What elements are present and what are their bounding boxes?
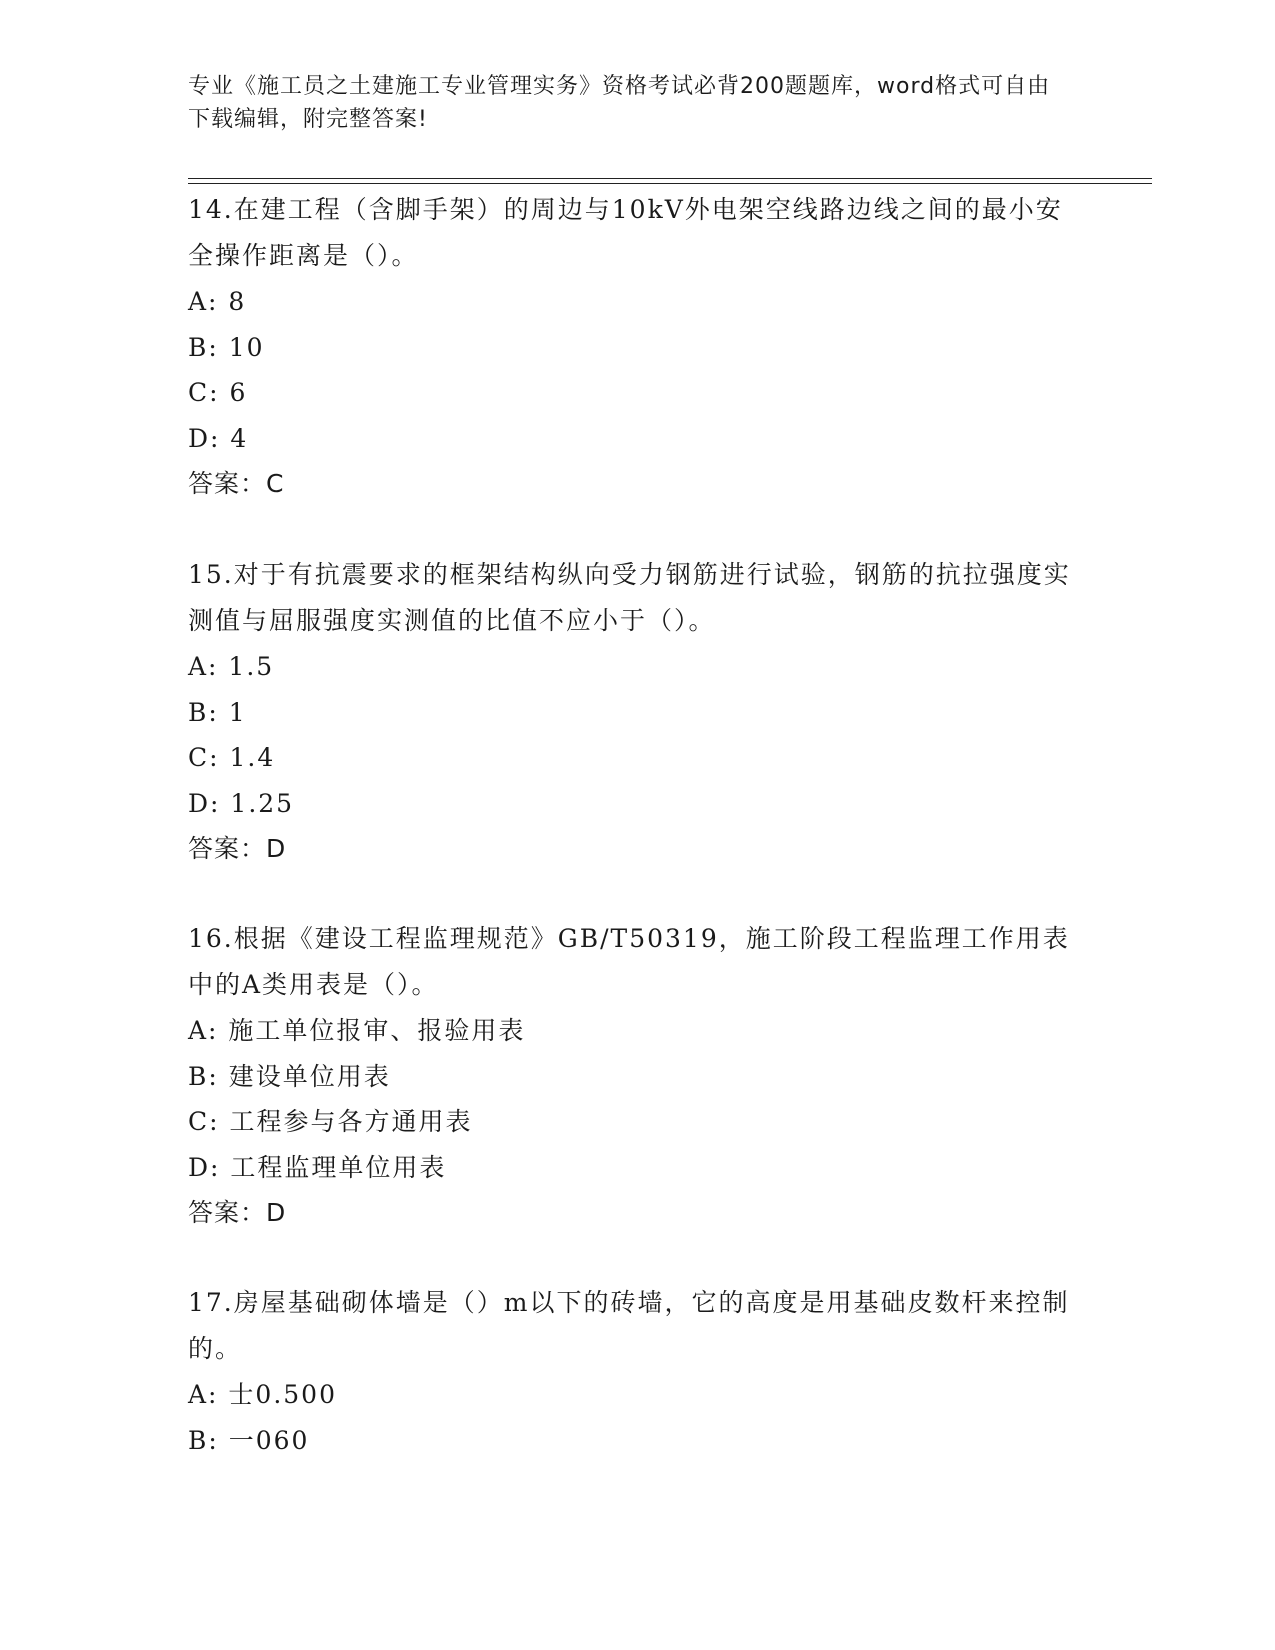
document-header <box>188 70 1068 136</box>
question-stem: 15.对于有抗震要求的框架结构纵向受力钢筋进行试验，钢筋的抗拉强度实测值与屈服强度实测值的比值不应小于（）。 <box>188 560 1071 635</box>
answer: 答案：C <box>188 469 285 498</box>
question-stem: 16.根据《建设工程监理规范》GB/T50319，施工阶段工程监理工作用表中的A类用表是（）。 <box>188 924 1070 999</box>
option-c: C: 工程参与各方通用表 <box>188 1107 473 1136</box>
question-stem: 17.房屋基础砌体墙是（）m以下的砖墙，它的高度是用基础皮数杆来控制的。 <box>188 1288 1070 1363</box>
question-stem: 14.在建工程（含脚手架）的周边与10kV外电架空线路边线之间的最小安全操作距离是（）。 <box>188 195 1063 270</box>
option-a: A: 8 <box>188 287 247 316</box>
option-a: A: 1.5 <box>188 652 275 681</box>
answer: 答案：D <box>188 1198 287 1227</box>
question-15 <box>188 552 1088 872</box>
answer: 答案：D <box>188 834 287 863</box>
option-d: D: 工程监理单位用表 <box>188 1152 447 1182</box>
option-b: B: 1 <box>188 697 247 727</box>
option-a: A: 士0.500 <box>188 1380 337 1409</box>
option-d: D: 1.25 <box>188 788 295 818</box>
option-d: D: 4 <box>188 423 249 453</box>
header-divider-bottom <box>188 183 1152 184</box>
option-b: B: 建设单位用表 <box>188 1061 391 1091</box>
option-b: B: 10 <box>188 332 265 362</box>
intro-text: 专业《施工员之土建施工专业管理实务》资格考试必背200题题库，word格式可自由下载编辑，附完整答案! <box>188 74 1051 132</box>
question-14 <box>188 187 1088 507</box>
option-a: A: 施工单位报审、报验用表 <box>188 1016 526 1045</box>
question-16 <box>188 916 1088 1236</box>
header-divider-top <box>188 178 1152 179</box>
option-c: C: 1.4 <box>188 743 276 772</box>
question-17 <box>188 1280 1088 1463</box>
option-c: C: 6 <box>188 378 248 407</box>
option-b: B: 一060 <box>188 1425 310 1455</box>
